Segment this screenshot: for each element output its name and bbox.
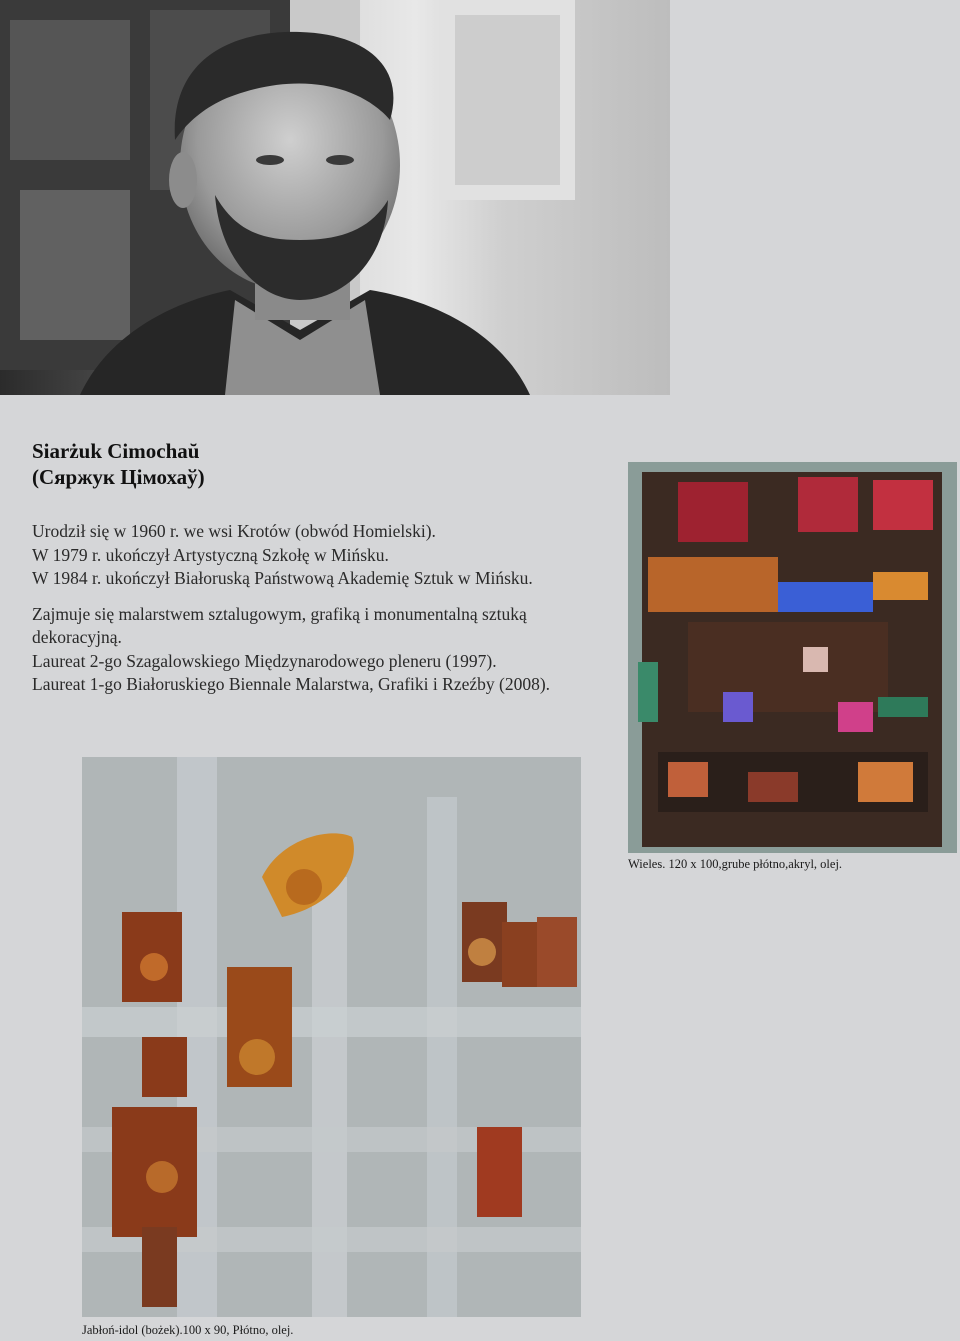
painting-jablon-idol (82, 757, 581, 1317)
bio-line: Zajmuje się malarstwem sztalugowym, grafiką i monumentalną sztuką dekoracyjną. (32, 603, 527, 647)
bio-line: Laureat 1-go Białoruskiego Biennale Malarstwa, Grafiki i Rzeźby (2008). (32, 674, 551, 694)
bio-line: Laureat 2-go Szagalowskiego Międzynarodowego pleneru (1997). (32, 650, 497, 671)
artist-name-latin: Siarżuk Cimochaŭ (32, 439, 200, 463)
artwork-caption-wieles: Wieles. 120 x 100,grube płótno,akryl, olej. (628, 857, 843, 871)
bio-line: W 1984 r. ukończył Białoruską Państwową Akademię Sztuk w Mińsku. (32, 568, 533, 588)
bio-line: W 1979 r. ukończył Artystyczną Szkołę w Mińsku. (32, 544, 389, 565)
bio-line: Urodził się w 1960 r. we wsi Krotów (obwód Homielski). (32, 521, 436, 541)
artwork-caption-jablon-idol: Jabłoń-idol (bożek).100 x 90, Płótno, olej. (82, 1323, 294, 1337)
artist-portrait-photo (0, 0, 670, 395)
painting-wieles (628, 462, 957, 853)
artist-name-cyrillic: (Сяржук Цімохаў) (32, 465, 205, 489)
artist-name-heading (32, 438, 205, 490)
artist-biography (32, 520, 617, 697)
